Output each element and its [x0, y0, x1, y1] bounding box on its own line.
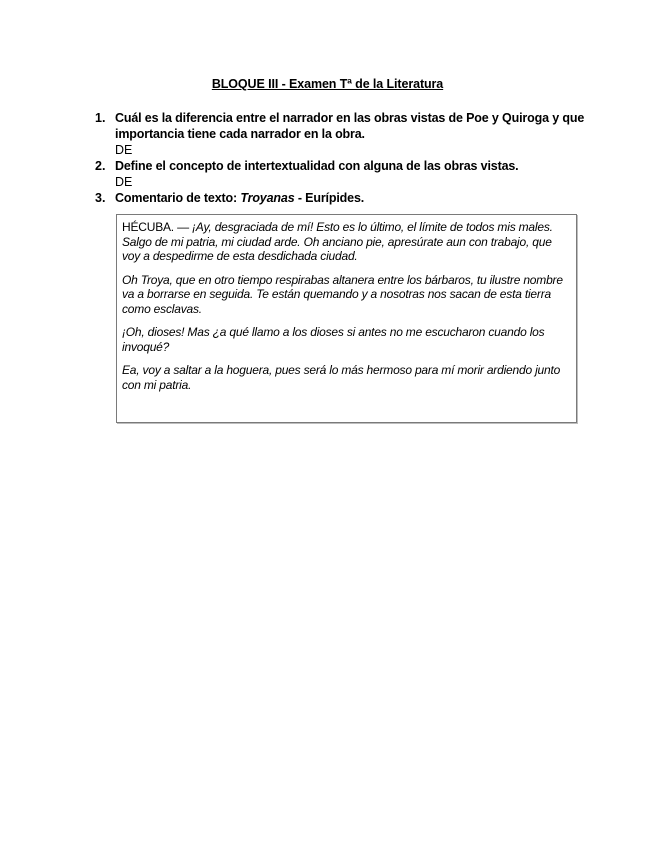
question-text: Cuál es la diferencia entre el narrador en las obras vistas de Poe y Quiroga y que importancia tiene cada narrador en la obra.: [115, 111, 585, 141]
question-text: Define el concepto de intertextualidad con alguna de las obras vistas.: [115, 159, 519, 173]
question-number: 3.: [95, 191, 106, 205]
question-number: 1.: [95, 111, 106, 125]
speaker-name: HÉCUBA. —: [122, 220, 193, 234]
work-title: Troyanas: [240, 191, 295, 205]
question-2: [95, 158, 595, 190]
question-number: 2.: [95, 159, 106, 173]
text-passage-box: [116, 214, 577, 423]
passage-paragraph: Ea, voy a saltar a la hoguera, pues será lo más hermoso para mí morir ardiendo junto con mi patria.: [122, 363, 561, 392]
passage-paragraph: [122, 220, 570, 264]
exam-title: BLOQUE III - Examen Tª de la Literatura: [211, 77, 444, 91]
question-answer: DE: [115, 143, 133, 157]
questions-list: [95, 110, 595, 206]
question-1: [95, 110, 595, 158]
passage-text: ¡Ay, desgraciada de mí! Esto es lo último, el límite de todos mis males. Salgo de mi patria, mi ciudad arde. Oh anciano pie, apresúrate aun con trabajo, que voy a despedirme de esta desdichada ciudad.: [122, 220, 553, 263]
question-3: [95, 190, 595, 206]
question-text-suffix: - Eurípides.: [294, 191, 365, 205]
question-answer: DE: [115, 175, 133, 189]
passage-paragraph: ¡Oh, dioses! Mas ¿a qué llamo a los dioses si antes no me escucharon cuando los invoqué?: [122, 325, 545, 354]
question-text-prefix: Comentario de texto:: [115, 191, 241, 205]
question-text: [115, 190, 595, 206]
passage-paragraph: Oh Troya, que en otro tiempo respirabas altanera entre los bárbaros, tu ilustre nombre va a borrarse en seguida. Te están quemando y a nosotras nos sacan de esta tierra como esclavas.: [122, 272, 563, 316]
